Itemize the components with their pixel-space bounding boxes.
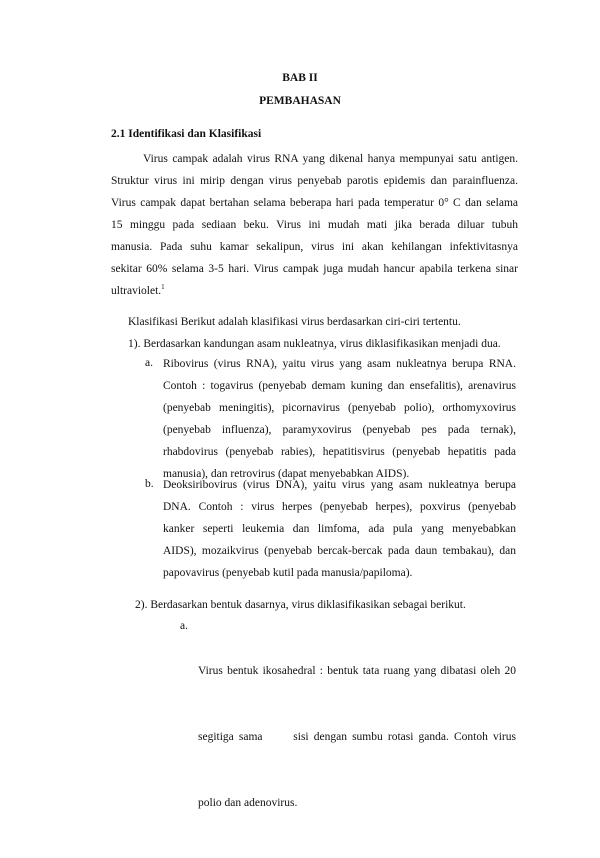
paragraph-line: Virus campak dapat bertahan selama beberapa hari pada temperatur 0° C dan selama <box>111 197 518 209</box>
item1-b-text <box>163 474 516 584</box>
list-line: Contoh : togavirus (penyebab demam kuning dan ensefalitis), arenavirus <box>163 380 516 392</box>
footnote-reference: 1 <box>161 283 165 292</box>
item1-label: 1). Berdasarkan kandungan asam nukleatnya, virus diklasifikasikan menjadi dua. <box>128 338 501 350</box>
item1-a-marker: a. <box>145 357 153 369</box>
classification-intro: Klasifikasi Berikut adalah klasifikasi virus berdasarkan ciri-ciri tertentu. <box>128 316 461 328</box>
list-line: kanker seperti leukemia dan limfoma, ada pula yang menyebabkan <box>163 523 516 535</box>
paragraph-line: sekitar 60% selama 3-5 hari. Virus campak juga mudah hancur apabila terkena sinar <box>111 263 518 275</box>
section-paragraph <box>111 148 518 302</box>
list-line: Deoksiribovirus (virus DNA), yaitu virus yang asam nukleatnya berupa <box>163 479 516 491</box>
item2-a-marker: a. <box>180 620 188 632</box>
item2-label: 2). Berdasarkan bentuk dasarnya, virus diklasifikasikan sebagai berikut. <box>135 599 466 611</box>
list-line: papovavirus (penyebab kutil pada manusia/papiloma). <box>163 567 413 579</box>
item1-b-marker: b. <box>145 478 154 490</box>
list-line: polio dan adenovirus. <box>198 797 298 809</box>
item2-a-text <box>198 616 516 858</box>
chapter-title: BAB II <box>282 72 318 84</box>
section-heading: 2.1 Identifikasi dan Klasifikasi <box>111 128 262 140</box>
list-line: Virus bentuk ikosahedral : bentuk tata ruang yang dibatasi oleh 20 <box>198 665 516 677</box>
list-line: rhabdovirus (penyebab rabies), hepatitisvirus (penyebab hepatitis pada <box>163 446 516 458</box>
list-line: AIDS), mozaikvirus (penyebab bercak-bercak pada daun tembakau), dan <box>163 545 516 557</box>
paragraph-line-last <box>111 280 518 302</box>
list-line: Ribovirus (virus RNA), yaitu virus yang asam nukleatnya berupa RNA. <box>163 358 516 370</box>
chapter-subtitle: PEMBAHASAN <box>259 95 341 107</box>
paragraph-line: 15 minggu pada sediaan beku. Virus ini mudah mati jika berada diluar tubuh <box>111 219 518 231</box>
paragraph-line: Struktur virus ini mirip dengan virus penyebab parotis epidemis dan parainfluenza. <box>111 175 518 187</box>
paragraph-line: ultraviolet. <box>111 285 162 297</box>
list-line: (penyebab meningitis), picornavirus (penyebab polio), orthomyxovirus <box>163 402 516 414</box>
item1-a-text <box>163 353 516 485</box>
list-line: DNA. Contoh : virus herpes (penyebab herpes), poxvirus (penyebab <box>163 501 516 513</box>
list-line: manusia), dan retrovirus (dapat menyebabkan AIDS). <box>163 468 410 480</box>
paragraph-line: manusia. Pada suhu kamar sekalipun, virus ini akan kehilangan infektivitasnya <box>111 241 518 253</box>
list-line: (penyebab influenza), paramyxovirus (penyebab pes pada ternak), <box>163 424 516 436</box>
paragraph-line: Virus campak adalah virus RNA yang dikenal hanya mempunyai satu antigen. <box>143 153 518 165</box>
list-line: segitiga sama sisi dengan sumbu rotasi ganda. Contoh virus <box>198 731 516 743</box>
